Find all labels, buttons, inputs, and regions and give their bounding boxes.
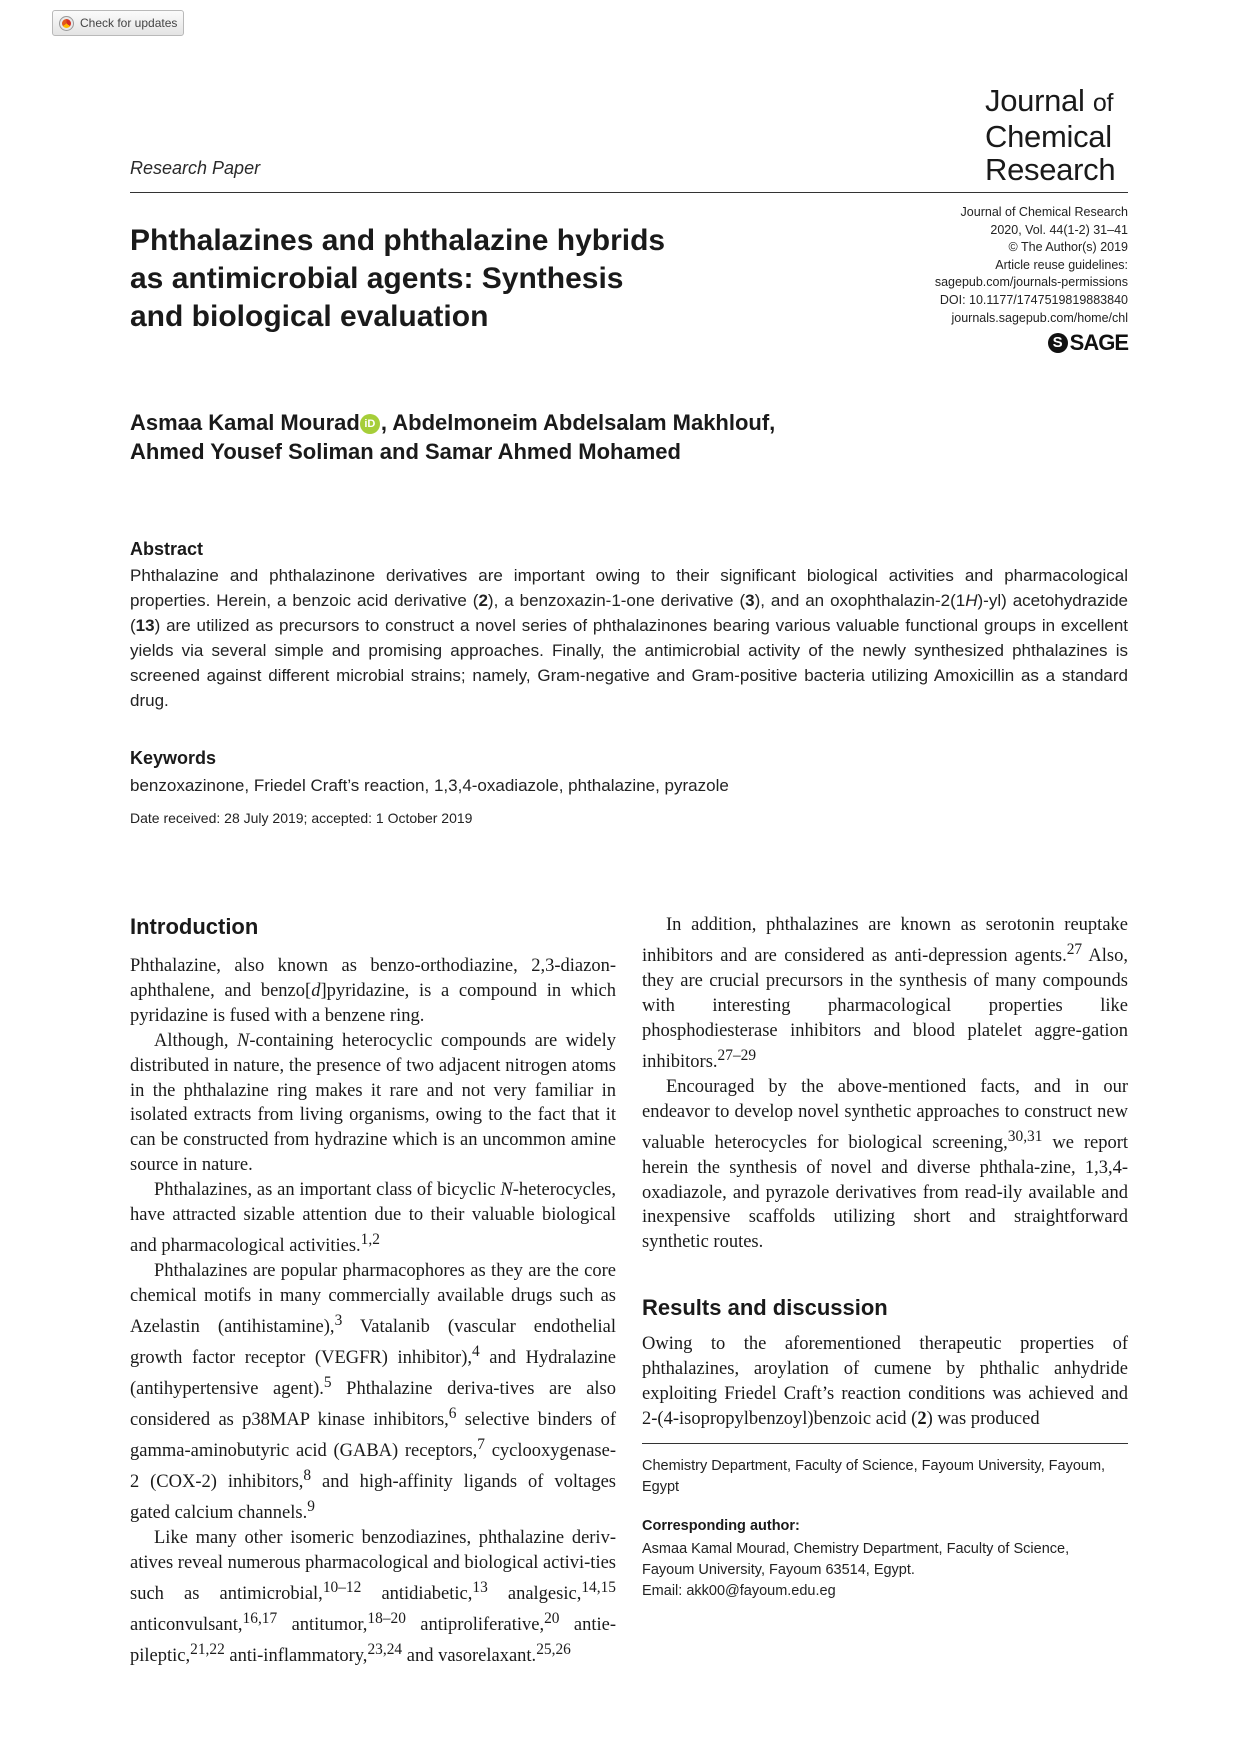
- author-rest: , Abdelmoneim Abdelsalam Makhlouf,: [380, 410, 776, 435]
- meta-volume: 2020, Vol. 44(1-2) 31–41: [990, 222, 1128, 237]
- citation[interactable]: 10–12: [322, 1579, 362, 1597]
- author-list: [130, 408, 1030, 466]
- corresponding-author: [642, 1539, 1128, 1602]
- citation[interactable]: 13: [472, 1579, 488, 1597]
- paragraph: In addition, phthalazines are known as serotonin reuptake inhibitors and are considered as anti-depression agents.$^{27}$ Also, they are crucial precursors in the synthesis of many compounds with interesting pharmacological properties like phosphodiesterase inhibitors and blood platelet aggre-gation inhibitors.$^{27-29}$: [642, 915, 1129, 1072]
- meta-journal-link[interactable]: journals.sagepub.com/home/chl: [951, 310, 1128, 325]
- paragraph: Like many other isomeric benzodiazines, phthalazine deriv-atives reveal numerous pharmacological and biological activi-ties such as antimicrobial,$^{10-12}$ antidiabetic,$^{13}$ analgesic,$^{14,15}$ anticonvulsant,$^{16,17}$ antitumor,$^{18-20}$ antiproliferative,$^{20}$ antie-pileptic,$^{21,22}$ anti-inflammatory,$^{23,24}$ and vasorelaxant.$^{25,26}$: [130, 1528, 616, 1667]
- section-label: Research Paper: [130, 158, 261, 178]
- title-line: as antimicrobial agents: Synthesis: [130, 262, 624, 295]
- paragraph: Although, N-containing heterocyclic compounds are widely distributed in nature, the presence of two adjacent nitrogen atoms in the phthalazine ring makes it rare and not very familiar in isolated extracts from living organisms, owing to the fact that it can be constructed from hydrazine which is an uncommon amine source in nature.: [130, 1030, 616, 1176]
- paragraph: Owing to the aforementioned therapeutic properties of phthalazines, aroylation of cumene by phthalic anhydride exploiting Friedel Craft’s reaction conditions was achieved and 2-(4-isopropylbenzoyl)benzoic acid (2) was produced: [642, 1334, 1128, 1429]
- paragraph: Encouraged by the above-mentioned facts, and in our endeavor to develop novel synthetic approaches to construct new valuable heterocycles for biological screening,$^{30,31}$ we report herein the synthesis of novel and diverse phthala-zine, 1,3,4-oxadiazole, and pyrazole derivatives from read-ily available and inexpensive scaffolds utilizing short and straightforward synthetic routes.: [642, 1076, 1128, 1253]
- check-for-updates-button[interactable]: [52, 10, 184, 36]
- header-divider: [130, 192, 1128, 193]
- citation[interactable]: 5: [323, 1373, 332, 1391]
- citation[interactable]: 20: [544, 1610, 560, 1628]
- footnote-divider: [642, 1443, 1128, 1444]
- author-line2: Ahmed Yousef Soliman and Samar Ahmed Mohamed: [130, 439, 681, 464]
- citation[interactable]: 23,24: [367, 1641, 403, 1659]
- journal-logo-line2: Chemical: [985, 119, 1112, 154]
- meta-doi[interactable]: DOI: 10.1177/1747519819883840: [939, 292, 1128, 307]
- introduction-heading: Introduction: [130, 914, 259, 939]
- paragraph: Phthalazines, as an important class of bicyclic N-heterocycles, have attracted sizable attention due to their valuable biological and pharmacological activities.$^{1,2}$: [130, 1180, 616, 1257]
- citation[interactable]: 21,22: [190, 1641, 225, 1659]
- corresponding-line: Asmaa Kamal Mourad, Chemistry Department, Faculty of Science,: [642, 1541, 1070, 1557]
- paragraph: Phthalazines are popular pharmacophores as they are the core chemical motifs in many commercially available drugs such as Azelastin (antihistamine),$^3$ Vatalanib (vascular endothelial growth factor receptor (VEGFR) inhibitor),$^4$ and Hydralazine (antihypertensive agent).$^5$ Phthalazine deriva-tives are also considered as p38MAP kinase inhibitors,$^6$ selective binders of gamma-aminobutyric acid (GABA) receptors,$^7$ cyclooxygenase-2 (COX-2) inhibitors,$^8$ and high-affinity ligands of voltages gated calcium channels.$^9$: [130, 1261, 616, 1524]
- meta-reuse-label: Article reuse guidelines:: [995, 257, 1128, 272]
- corresponding-author-heading: Corresponding author:: [642, 1518, 800, 1534]
- journal-logo: [985, 84, 1115, 186]
- citation[interactable]: 8: [303, 1467, 312, 1485]
- results-heading: Results and discussion: [642, 1295, 888, 1321]
- journal-logo-line3: Research: [985, 152, 1116, 187]
- journal-logo-line1: Journal: [985, 83, 1085, 118]
- keywords-text: benzoxazinone, Friedel Craft’s reaction, 1,3,4-oxadiazole, phthalazine, pyrazole: [130, 776, 729, 795]
- citation[interactable]: 30,31: [1007, 1127, 1043, 1145]
- title-line: Phthalazines and phthalazine hybrids: [130, 224, 666, 257]
- meta-journal: Journal of Chemical Research: [960, 205, 1128, 219]
- abstract-text: Phthalazine and phthalazinone derivatives are important owing to their significant biological activities and pharmacological properties. Herein, a benzoic acid derivative (2), a benzoxazin-1-one derivative (3), and an oxophthalazin-2(1H)-yl) acetohydrazide (13) are utilized as precursors to construct a novel series of phthalazinones bearing various valuable functional groups in excellent yields via several simple and promising approaches. Finally, the antimicrobial activity of the newly synthesized phthalazines is screened against different microbial strains; namely, Gram-negative and Gram-positive bacteria utilizing Amoxicillin as a standard drug.: [130, 566, 1129, 710]
- citation[interactable]: 9: [307, 1498, 315, 1516]
- abstract-heading: Abstract: [130, 539, 204, 559]
- meta-permissions-link[interactable]: sagepub.com/journals-permissions: [934, 275, 1128, 290]
- corresponding-email[interactable]: Email: akk00@fayoum.edu.eg: [642, 1583, 836, 1599]
- citation[interactable]: 4: [472, 1342, 480, 1360]
- paragraph: Phthalazine, also known as benzo-orthodiazine, 2,3-diazon-aphthalene, and benzo[d]pyridazine, is a compound in which pyridazine is fused with a benzene ring.: [130, 956, 616, 1026]
- article-title: [130, 222, 750, 336]
- publisher-logo: [1048, 330, 1128, 356]
- keywords-heading: Keywords: [130, 748, 217, 768]
- meta-copyright: © The Author(s) 2019: [1008, 240, 1128, 255]
- date-received: Date received: 28 July 2019; accepted: 1 October 2019: [130, 810, 473, 826]
- publisher-logo-text: SAGE: [1069, 330, 1128, 355]
- citation[interactable]: 18–20: [367, 1610, 406, 1628]
- title-line: and biological evaluation: [130, 300, 489, 333]
- citation[interactable]: 1,2: [360, 1230, 380, 1248]
- corresponding-line: Fayoum University, Fayoum 63514, Egypt.: [642, 1562, 915, 1578]
- citation[interactable]: 3: [334, 1311, 343, 1329]
- author-first: Asmaa Kamal Mourad: [130, 410, 360, 435]
- sage-s-icon: S: [1048, 333, 1068, 353]
- citation[interactable]: 16,17: [242, 1610, 278, 1628]
- body-column-right: [642, 913, 1128, 1432]
- journal-logo-of: of: [1092, 89, 1114, 117]
- citation[interactable]: 25,26: [536, 1641, 571, 1659]
- check-for-updates-icon: [59, 16, 74, 31]
- body-column-left: [130, 912, 616, 1669]
- citation[interactable]: 6: [448, 1405, 457, 1423]
- affiliation: Chemistry Department, Faculty of Science, Fayoum University, Fayoum, Egypt: [642, 1458, 1106, 1495]
- citation[interactable]: 7: [477, 1436, 485, 1454]
- citation[interactable]: 27: [1066, 940, 1083, 958]
- citation[interactable]: 27–29: [717, 1046, 757, 1064]
- citation[interactable]: 14,15: [581, 1579, 616, 1597]
- check-for-updates-label: Check for updates: [80, 16, 178, 30]
- journal-metadata: [935, 204, 1128, 327]
- orcid-icon[interactable]: iD: [360, 414, 380, 434]
